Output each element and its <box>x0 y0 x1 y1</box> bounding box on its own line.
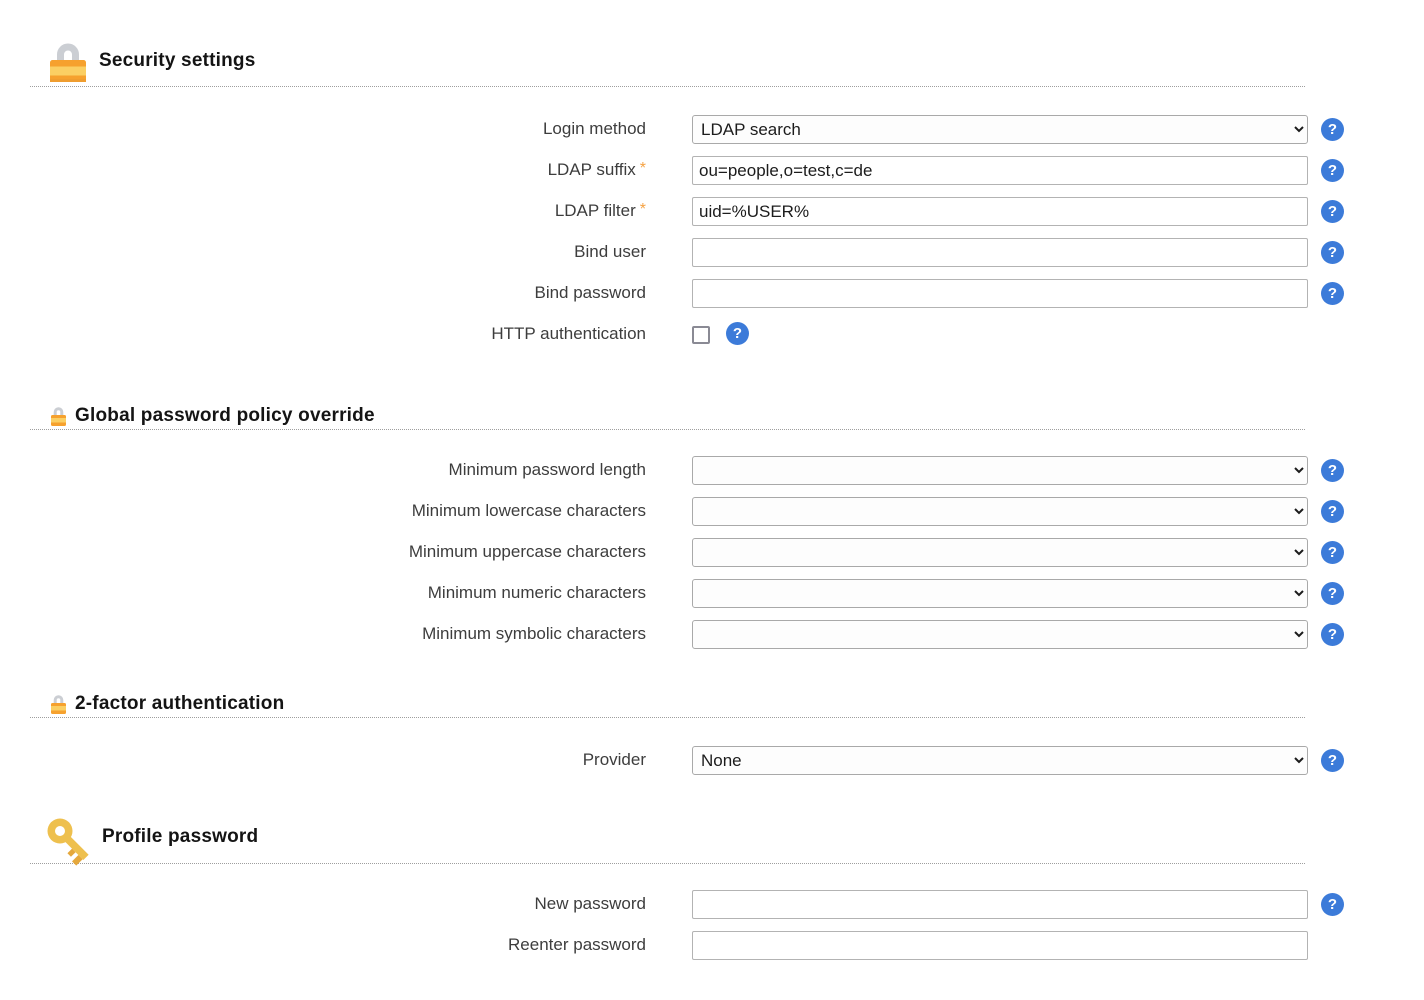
field-label: Bind password <box>534 283 646 302</box>
field-label: Login method <box>542 119 646 138</box>
help-icon[interactable]: ? <box>1321 459 1344 482</box>
min-lowercase-select[interactable] <box>692 497 1308 526</box>
help-icon[interactable]: ? <box>1321 893 1344 916</box>
field-label: Reenter password <box>508 935 646 954</box>
ldap-suffix-input[interactable] <box>692 156 1308 185</box>
field-label: Minimum uppercase characters <box>408 542 646 561</box>
lock-icon <box>50 405 67 427</box>
field-label: Minimum symbolic characters <box>422 624 646 643</box>
field-label: LDAP suffix * <box>547 160 646 179</box>
form-row-bind-user <box>0 238 1424 267</box>
lock-icon <box>48 38 88 84</box>
help-icon[interactable]: ? <box>1321 282 1344 305</box>
key-icon <box>44 815 96 871</box>
help-icon[interactable]: ? <box>1321 200 1344 223</box>
field-label: HTTP authentication <box>491 324 646 343</box>
section-header <box>0 813 1424 861</box>
help-icon[interactable]: ? <box>1321 623 1344 646</box>
required-marker: * <box>639 201 646 218</box>
help-icon[interactable]: ? <box>1321 241 1344 264</box>
section-title: Profile password <box>102 826 259 847</box>
provider-select[interactable] <box>692 746 1308 775</box>
help-icon[interactable]: ? <box>726 322 749 345</box>
field-label: Minimum numeric characters <box>427 583 646 602</box>
required-marker: * <box>639 160 646 177</box>
section-header <box>0 405 1424 427</box>
form-row-reenter-password <box>0 931 1424 960</box>
form-row-min-lowercase <box>0 497 1424 526</box>
section-security-settings <box>0 38 1424 349</box>
form-row-new-password <box>0 890 1424 919</box>
form-row-bind-password <box>0 279 1424 308</box>
form-row-min-password-length <box>0 456 1424 485</box>
min-password-length-select[interactable] <box>692 456 1308 485</box>
section-title: Security settings <box>99 50 256 71</box>
bind-password-input[interactable] <box>692 279 1308 308</box>
form-row-ldap-filter <box>0 197 1424 226</box>
login-method-select[interactable] <box>692 115 1308 144</box>
field-label: Minimum lowercase characters <box>411 501 646 520</box>
section-header <box>0 693 1424 715</box>
new-password-input[interactable] <box>692 890 1308 919</box>
form-row-login-method <box>0 115 1424 144</box>
section-header <box>0 38 1424 84</box>
help-icon[interactable]: ? <box>1321 749 1344 772</box>
http-auth-checkbox[interactable] <box>692 326 710 344</box>
form-row-min-numeric <box>0 579 1424 608</box>
section-two-factor <box>0 693 1424 775</box>
section-global-password-policy <box>0 405 1424 649</box>
ldap-filter-input[interactable] <box>692 197 1308 226</box>
section-title: Global password policy override <box>75 405 375 426</box>
min-uppercase-select[interactable] <box>692 538 1308 567</box>
field-label: Bind user <box>574 242 646 261</box>
reenter-password-input[interactable] <box>692 931 1308 960</box>
field-label: LDAP filter * <box>554 201 646 220</box>
help-icon[interactable]: ? <box>1321 500 1344 523</box>
help-icon[interactable]: ? <box>1321 118 1344 141</box>
min-numeric-select[interactable] <box>692 579 1308 608</box>
field-label: New password <box>534 894 646 913</box>
form-row-min-uppercase <box>0 538 1424 567</box>
min-symbolic-select[interactable] <box>692 620 1308 649</box>
section-profile-password <box>0 813 1424 960</box>
help-icon[interactable]: ? <box>1321 541 1344 564</box>
help-icon[interactable]: ? <box>1321 582 1344 605</box>
help-icon[interactable]: ? <box>1321 159 1344 182</box>
form-row-provider <box>0 746 1424 775</box>
form-row-http-authentication <box>0 320 1424 349</box>
form-row-ldap-suffix <box>0 156 1424 185</box>
bind-user-input[interactable] <box>692 238 1308 267</box>
lock-icon <box>50 693 67 715</box>
form-row-min-symbolic <box>0 620 1424 649</box>
settings-page <box>0 38 1424 1000</box>
section-title: 2-factor authentication <box>75 693 285 714</box>
field-label: Minimum password length <box>448 460 646 479</box>
field-label: Provider <box>582 750 646 769</box>
